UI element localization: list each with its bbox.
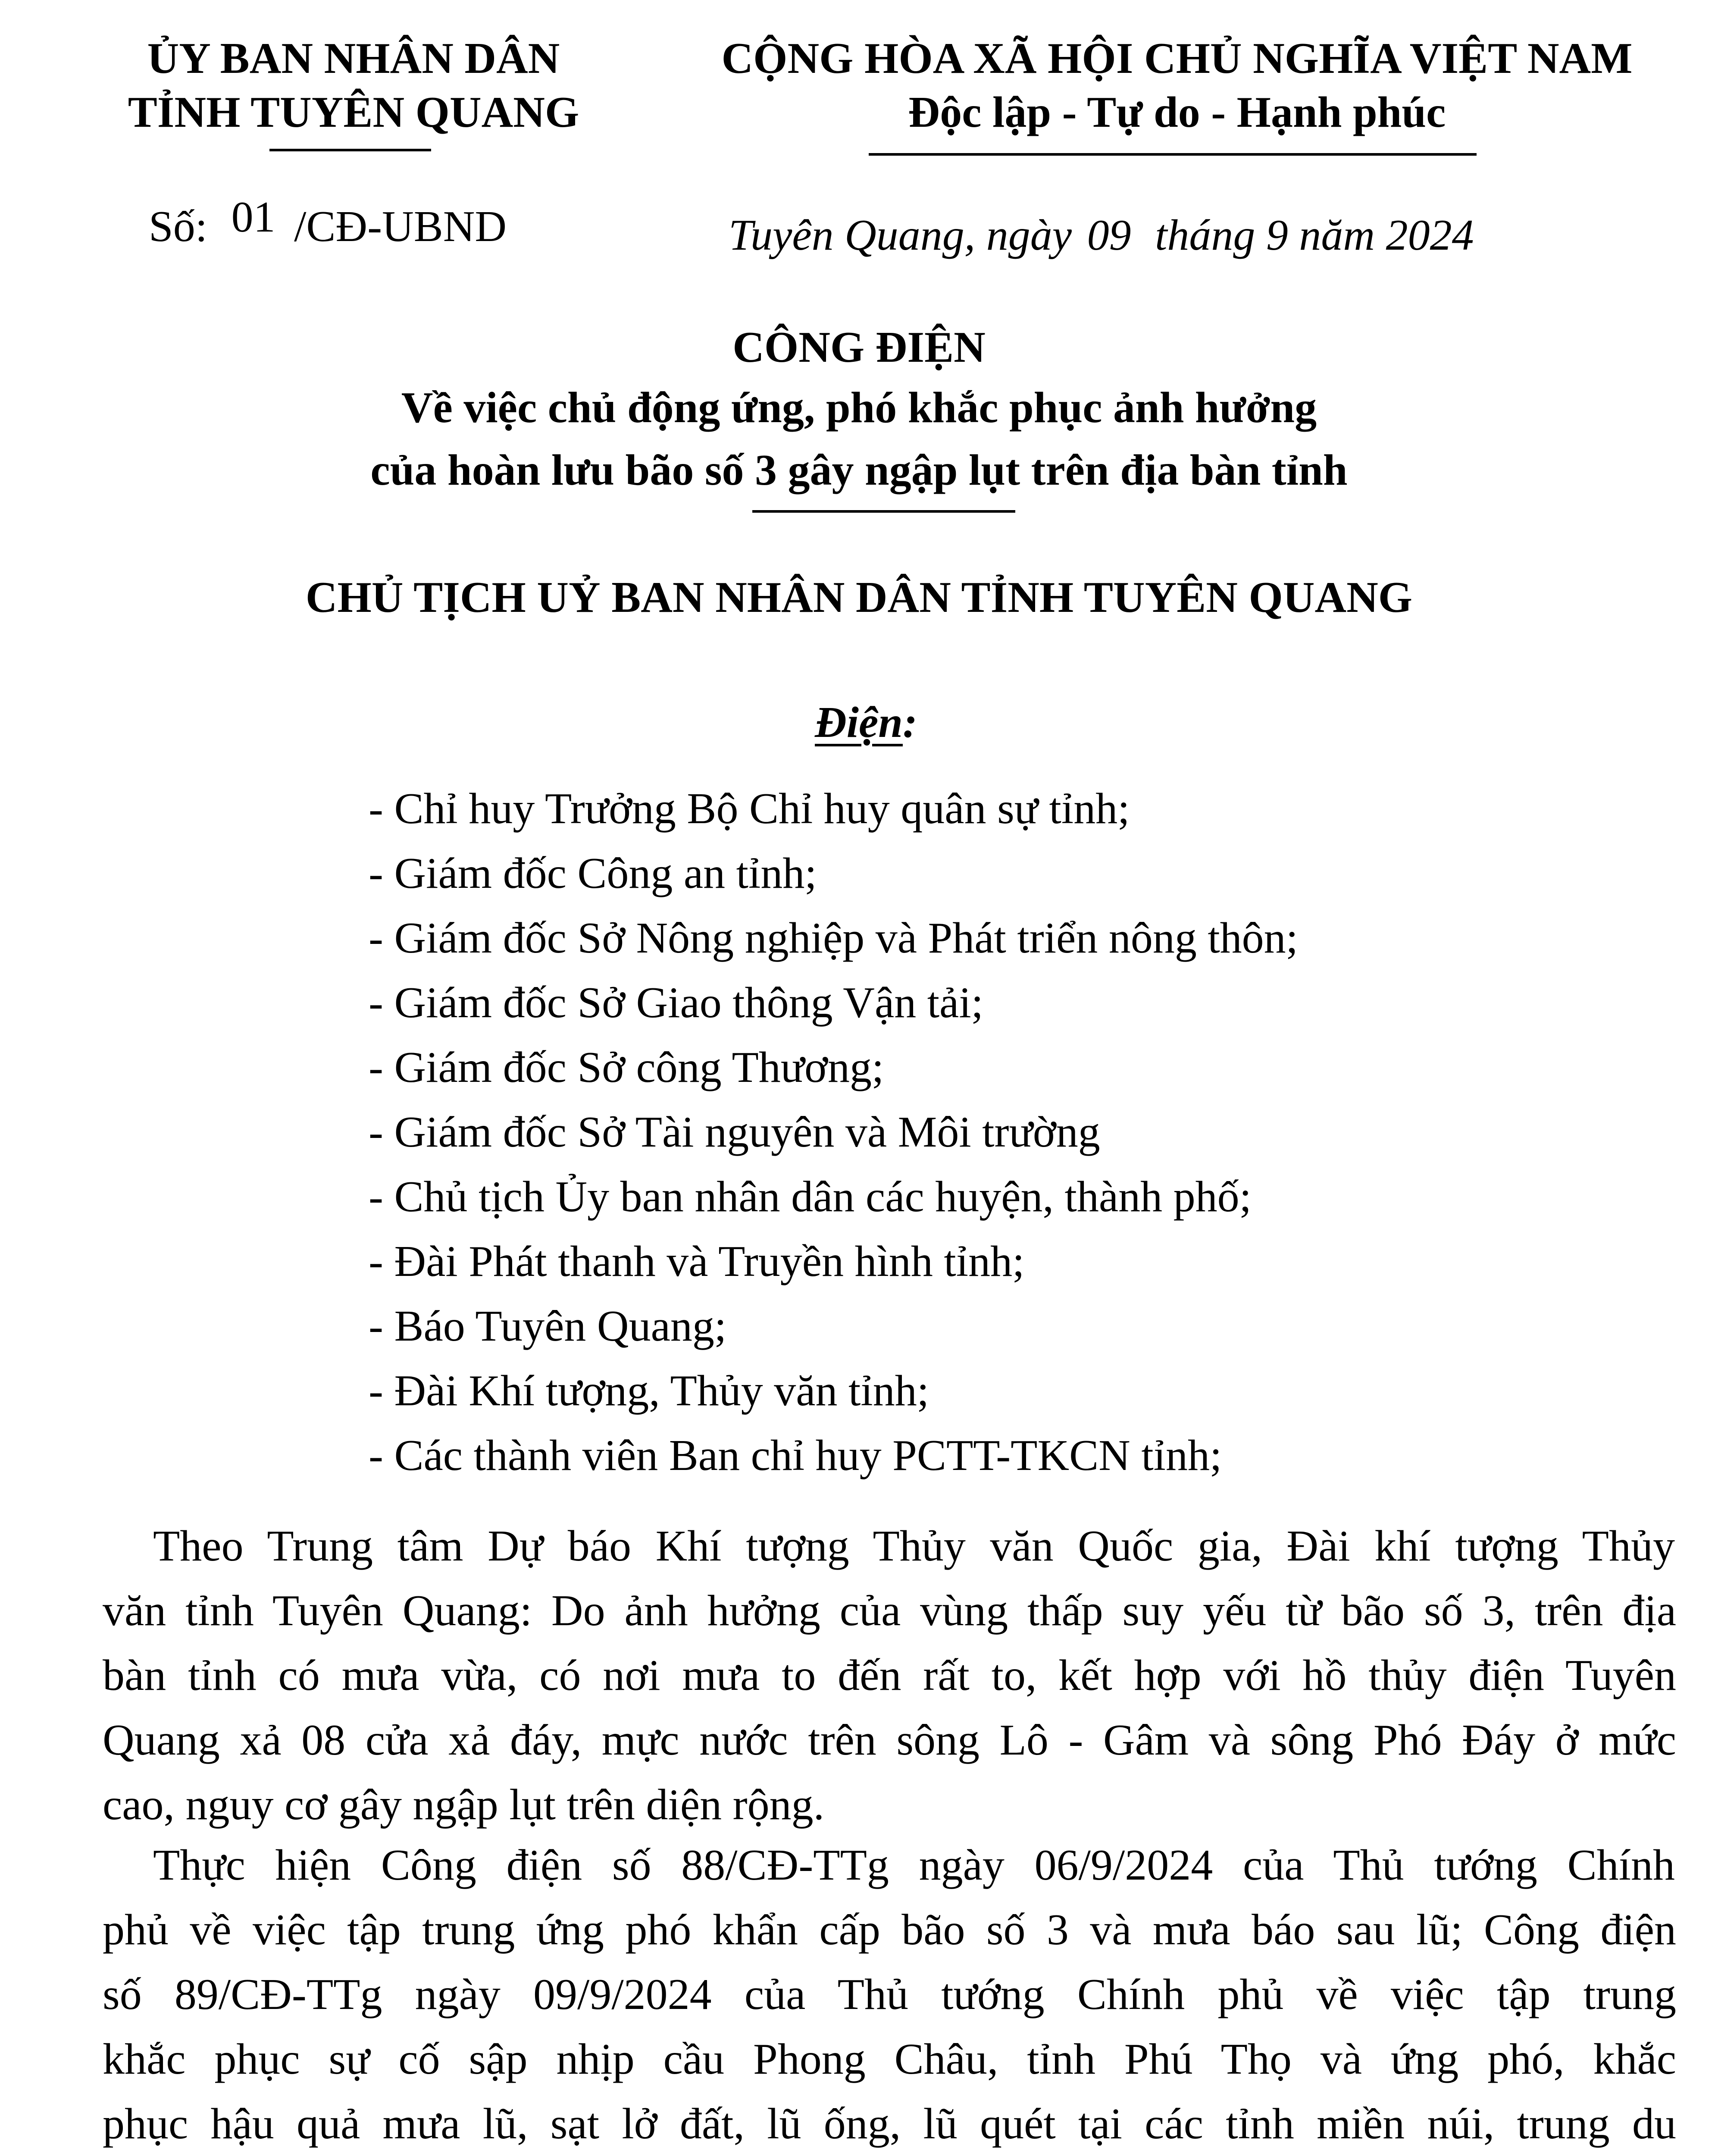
document-type: CÔNG ĐIỆN xyxy=(732,323,986,372)
issuer-name-line2: TỈNH TUYÊN QUANG xyxy=(128,88,579,137)
recipient-item: - Chỉ huy Trưởng Bộ Chỉ huy quân sự tỉnh; xyxy=(369,784,1130,833)
recipient-item: - Các thành viên Ban chỉ huy PCTT-TKCN tỉnh; xyxy=(369,1431,1222,1480)
dien-colon: : xyxy=(903,698,917,747)
place-date-prefix: Tuyên Quang, ngày xyxy=(729,211,1072,260)
date-month-year: tháng 9 năm 2024 xyxy=(1155,211,1474,260)
recipient-item: - Giám đốc Sở Nông nghiệp và Phát triển nông thôn; xyxy=(369,914,1298,962)
number-suffix: /CĐ-UBND xyxy=(294,202,507,251)
paragraph-1-line: bàn tỉnh có mưa vừa, có nơi mưa to đến rất to, kết hợp với hồ thủy điện Tuyên xyxy=(103,1651,1676,1700)
recipient-item: - Giám đốc Sở Tài nguyên và Môi trường xyxy=(369,1108,1100,1156)
number-prefix: Số: xyxy=(149,202,208,251)
recipient-item: - Báo Tuyên Quang; xyxy=(369,1302,727,1351)
recipient-item: - Đài Phát thanh và Truyền hình tỉnh; xyxy=(369,1237,1025,1286)
dien-label-text: Điện xyxy=(815,698,903,747)
document-number xyxy=(149,193,507,251)
recipient-item: - Giám đốc Sở Giao thông Vận tải; xyxy=(369,978,984,1027)
subject-line-2: của hoàn lưu bão số 3 gây ngập lụt trên địa bàn tỉnh xyxy=(370,446,1348,495)
sender-heading: CHỦ TỊCH UỶ BAN NHÂN DÂN TỈNH TUYÊN QUANG xyxy=(305,573,1413,622)
national-title: CỘNG HÒA XÃ HỘI CHỦ NGHĨA VIỆT NAM xyxy=(721,34,1633,83)
motto-underline xyxy=(869,153,1477,156)
dien-label xyxy=(815,698,917,747)
recipient-item: - Giám đốc Công an tỉnh; xyxy=(369,849,817,898)
paragraph-2-line: Thực hiện Công điện số 88/CĐ-TTg ngày 06/9/2024 của Thủ tướng Chính xyxy=(153,1841,1675,1890)
issuer-underline xyxy=(269,149,431,151)
recipient-item: - Đài Khí tượng, Thủy văn tỉnh; xyxy=(369,1366,929,1415)
paragraph-1-line: Theo Trung tâm Dự báo Khí tượng Thủy văn Quốc gia, Đài khí tượng Thủy xyxy=(153,1522,1675,1570)
paragraph-1-line: cao, nguy cơ gây ngập lụt trên diện rộng. xyxy=(103,1780,825,1829)
paragraph-2-line: phủ về việc tập trung ứng phó khẩn cấp bão số 3 và mưa báo sau lũ; Công điện xyxy=(103,1905,1676,1954)
recipient-item: - Chủ tịch Ủy ban nhân dân các huyện, thành phố; xyxy=(369,1172,1252,1221)
date-day: 09 xyxy=(1087,211,1131,260)
paragraph-1-line: Quang xả 08 cửa xả đáy, mực nước trên sông Lô - Gâm và sông Phó Đáy ở mức xyxy=(103,1716,1676,1764)
paragraph-2-line: khắc phục sự cố sập nhịp cầu Phong Châu, tỉnh Phú Thọ và ứng phó, khắc xyxy=(103,2035,1676,2084)
paragraph-2-line: phục hậu quả mưa lũ, sạt lở đất, lũ ống, lũ quét tại các tỉnh miền núi, trung du xyxy=(103,2100,1676,2148)
recipient-item: - Giám đốc Sở công Thương; xyxy=(369,1043,884,1092)
place-date xyxy=(729,211,1474,260)
national-motto: Độc lập - Tự do - Hạnh phúc xyxy=(908,88,1446,137)
issuer-name-line1: ỦY BAN NHÂN DÂN xyxy=(147,34,560,83)
subject-underline xyxy=(752,510,1015,513)
number-value: 01 xyxy=(231,193,275,241)
paragraph-1-line: văn tỉnh Tuyên Quang: Do ảnh hưởng của vùng thấp suy yếu từ bão số 3, trên địa xyxy=(103,1586,1676,1635)
subject-line-1: Về việc chủ động ứng, phó khắc phục ảnh hưởng xyxy=(401,383,1317,432)
paragraph-2-line: số 89/CĐ-TTg ngày 09/9/2024 của Thủ tướng Chính phủ về việc tập trung xyxy=(103,1970,1676,2019)
